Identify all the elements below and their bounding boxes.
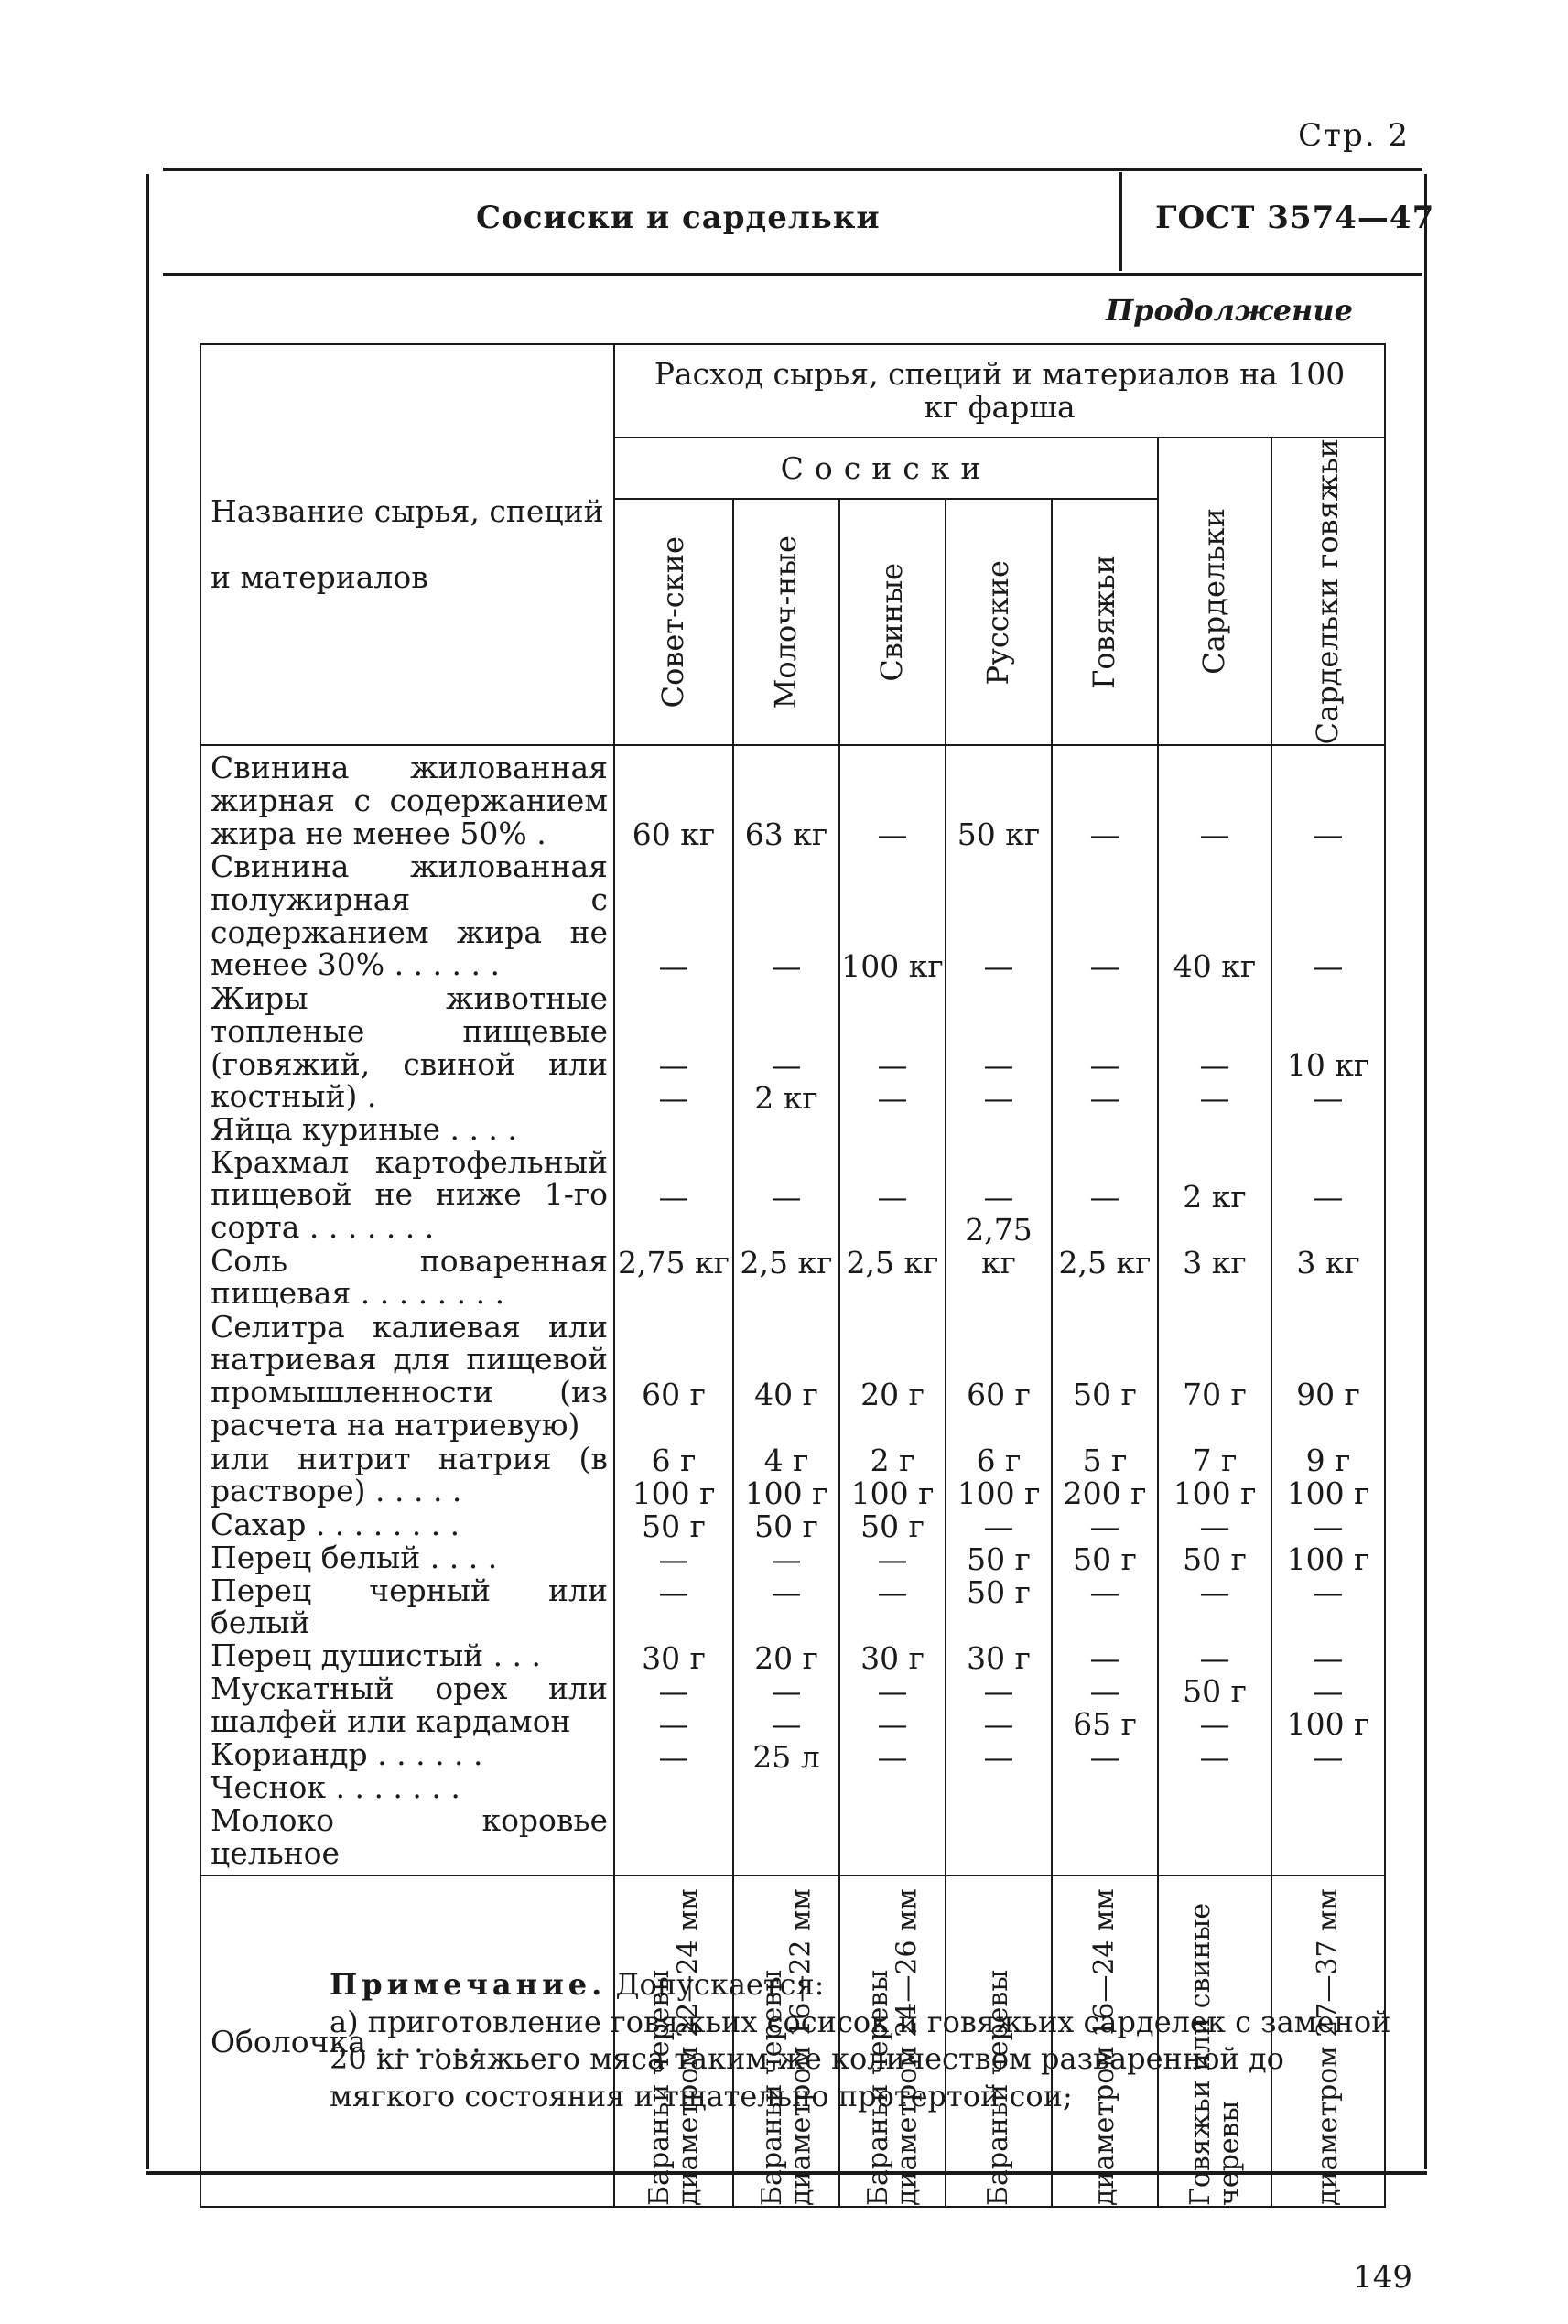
table-cell-value: 100 кг (841, 947, 944, 984)
left-frame (146, 174, 149, 2169)
table-cell-value: — (771, 947, 802, 984)
column-header-sardelki: Сардельки (1158, 438, 1271, 745)
table-cell-value: — (1313, 947, 1344, 984)
values-col-molochnye (733, 745, 839, 1875)
continuation-label: Продолжение (1105, 293, 1353, 328)
table-body (200, 745, 1385, 1875)
table-cell-value: — (1199, 1705, 1230, 1742)
ingredient-name: Перец черный или белый (211, 1572, 608, 1641)
table-cell-value: 25 л (752, 1738, 820, 1775)
table-cell-value: 40 г (754, 1376, 818, 1412)
ingredient-name: Свинина жилованная полужирная с содержанием жира не менее 30% . . . . . . (211, 849, 608, 983)
table-cell-value: 9 г (1305, 1442, 1351, 1478)
shell-value: диаметром 16—24 мм (1052, 1875, 1158, 2207)
table-cell-value: 100 г (744, 1475, 828, 1511)
page-number: 149 (1353, 2259, 1412, 2296)
table-cell-value: 30 г (642, 1639, 706, 1676)
table-cell-value: 2,75 кг (618, 1244, 730, 1281)
table-cell-value: — (658, 1079, 689, 1116)
ingredient-name: Жиры животные топленые пищевые (говяжий, свиной или костный) . (211, 980, 608, 1115)
table-cell-value: 50 г (860, 1508, 925, 1544)
table-cell-value: — (1089, 947, 1120, 984)
ingredient-name: Перец душистый . . . (211, 1638, 542, 1674)
ingredients-table (200, 343, 1386, 2208)
table-cell-value: 60 г (967, 1376, 1031, 1412)
table-cell-value: — (1199, 816, 1230, 852)
table-cell-value: — (983, 1705, 1014, 1742)
table-cell-value: 10 кг (1286, 1046, 1370, 1083)
table-cell-value: — (1199, 1639, 1230, 1676)
table-cell-value: 5 г (1082, 1442, 1128, 1478)
table-cell-value: 90 г (1296, 1376, 1360, 1412)
table-cell-value: 7 г (1192, 1442, 1238, 1478)
table-cell-value: — (658, 1573, 689, 1610)
table-cell-value: — (877, 1738, 908, 1775)
values-col-russkie (946, 745, 1052, 1875)
table-cell-value: — (877, 816, 908, 852)
table-cell-value: — (877, 1705, 908, 1742)
ingredient-name: Молоко коровье цельное (211, 1802, 608, 1871)
table-cell-value: — (1089, 816, 1120, 852)
table-cell-value: 20 г (860, 1376, 925, 1412)
ingredient-name: Перец белый . . . . (211, 1539, 498, 1575)
table-cell-value: — (658, 1046, 689, 1083)
name-column-header: Название сырья, специй и материалов (200, 344, 614, 745)
header-divider (1119, 172, 1122, 271)
table-cell-value: — (1089, 1639, 1120, 1676)
table-cell-value: 200 г (1063, 1475, 1147, 1511)
table-cell-value: — (771, 1178, 802, 1215)
gost-number: ГОСТ 3574—47 (1155, 200, 1435, 236)
table-cell-value: — (771, 1705, 802, 1742)
table-cell-value: — (1313, 1508, 1344, 1544)
table-cell-value: — (1199, 1079, 1230, 1116)
table-cell-value: 100 г (850, 1475, 935, 1511)
ingredient-name: Сахар . . . . . . . . (211, 1506, 460, 1542)
table-cell-value: 60 г (642, 1376, 706, 1412)
table-cell-value: — (658, 1178, 689, 1215)
table-cell-value: 2 кг (754, 1079, 818, 1116)
values-col-svinye (839, 745, 946, 1875)
table-cell-value: 100 г (1173, 1475, 1257, 1511)
values-col-sovetskie (614, 745, 733, 1875)
table-cell-value: 2,5 кг (740, 1244, 833, 1281)
table-cell-value: 30 г (967, 1639, 1031, 1676)
table-cell-value: 2 г (870, 1442, 915, 1478)
table-cell-value: — (877, 1672, 908, 1709)
table-cell-value: — (1089, 1178, 1120, 1215)
table-cell-value: 50 г (754, 1508, 818, 1544)
shell-value: диаметром 27—37 мм (1271, 1875, 1385, 2207)
table-cell-value: 50 г (1183, 1672, 1247, 1709)
column-header-govyazhi: Говяжьи (1052, 499, 1158, 745)
ingredient-name: Чеснок . . . . . . . (211, 1769, 460, 1806)
table-cell-value: — (1089, 1672, 1120, 1709)
table-cell-value: 100 г (1286, 1475, 1370, 1511)
shell-name: Оболочка . . . . . . (200, 1875, 614, 2207)
table-cell-value: 4 г (763, 1442, 809, 1478)
table-cell-value: — (983, 1178, 1014, 1215)
shell-value: Говяжьи или свиные черевы (1158, 1875, 1271, 2207)
table-cell-value: — (771, 1540, 802, 1577)
column-header-sovetskie: Совет-ские (614, 499, 733, 745)
table-cell-value: — (983, 1672, 1014, 1709)
table-cell-value: 100 г (632, 1475, 716, 1511)
table-cell-value: 3 кг (1296, 1244, 1360, 1281)
table-cell-value: 63 кг (744, 816, 828, 852)
table-cell-value: 50 г (1073, 1540, 1137, 1577)
table-cell-value: — (1199, 1508, 1230, 1544)
table-cell-value: — (658, 1738, 689, 1775)
table-cell-value: — (983, 1508, 1014, 1544)
table-cell-value: — (1313, 816, 1344, 852)
values-col-sardelki-govyazhi (1271, 745, 1385, 1875)
ingredient-name: Кориандр . . . . . . (211, 1736, 483, 1773)
table-cell-value: — (658, 1672, 689, 1709)
note-lead: Допускается: (615, 1967, 825, 2002)
table-cell-value: — (1313, 1079, 1344, 1116)
table-cell-value: 50 г (967, 1573, 1031, 1610)
table-cell-value: — (877, 1540, 908, 1577)
ingredient-name: Селитра калиевая или натриевая для пищевой промышленности (из расчета на натриевую) (211, 1308, 608, 1443)
table-cell-value: — (877, 1573, 908, 1610)
table-cell-value: 2,75 кг (965, 1212, 1033, 1281)
header-bottom-rule (163, 273, 1422, 276)
table-cell-value: 6 г (976, 1442, 1022, 1478)
shell-value: Бараньи черевы диаметром 24—26 мм (839, 1875, 946, 2207)
group-header: Расход сырья, специй и материалов на 100 кг фарша (614, 344, 1385, 438)
table-cell-value: — (1089, 1079, 1120, 1116)
table-cell-value: 50 кг (957, 816, 1041, 852)
column-header-molochnye: Молоч-ные (733, 499, 839, 745)
table-cell-value: — (877, 1178, 908, 1215)
table-cell-value: — (1089, 1738, 1120, 1775)
table-cell-value: — (1313, 1178, 1344, 1215)
ingredient-name: Крахмал картофельный пищевой не ниже 1-го сорта . . . . . . . (211, 1143, 608, 1246)
note (330, 1966, 1391, 2115)
column-header-sardelki-govyazhi: Сардельки говяжьи (1271, 438, 1385, 745)
table-cell-value: — (1313, 1639, 1344, 1676)
table-cell-value: — (1089, 1046, 1120, 1083)
table-cell-value: 70 г (1183, 1376, 1247, 1412)
note-heading: Примечание. (330, 1967, 607, 2002)
table-cell-value: — (658, 1540, 689, 1577)
table-cell-value: 30 г (860, 1639, 925, 1676)
table-cell-value: 20 г (754, 1639, 818, 1676)
ingredient-names (200, 745, 614, 1875)
table-cell-value: — (1199, 1046, 1230, 1083)
page-label: Стр. 2 (1298, 117, 1410, 154)
table-cell-value: — (983, 947, 1014, 984)
table-cell-value: — (1313, 1573, 1344, 1610)
table-cell-value: 100 г (1286, 1540, 1370, 1577)
table-cell-value: 2,5 кг (1058, 1244, 1152, 1281)
table-cell-value: — (658, 1705, 689, 1742)
table-cell-value: 6 г (651, 1442, 697, 1478)
table-cell-value: 100 г (957, 1475, 1041, 1511)
table-cell-value: — (877, 1079, 908, 1116)
values-col-sardelki (1158, 745, 1271, 1875)
values-col-govyazhi (1052, 745, 1158, 1875)
table-cell-value: — (1199, 1573, 1230, 1610)
shell-value: Бараньи черевы (946, 1875, 1052, 2207)
note-text: а) приготовление говяжьих сосисок и говяжьих сарделек с заменой 20 кг говяжьего мяса таким же количеством разваренной до мягкого состояния и тщательно протертой сои; (330, 2004, 1391, 2113)
table-cell-value: — (877, 1046, 908, 1083)
table-cell-value: — (983, 1046, 1014, 1083)
table-cell-value: 2 кг (1183, 1178, 1247, 1215)
ingredient-name: Соль поваренная пищевая . . . . . . . . (211, 1242, 608, 1312)
table-cell-value: 2,5 кг (846, 1244, 939, 1281)
ingredient-name: Свинина жилованная жирная с содержанием жира не менее 50% . (211, 750, 608, 851)
table-cell-value: — (1089, 1573, 1120, 1610)
ingredient-name: Мускатный орех или шалфей или кардамон (211, 1670, 608, 1739)
shell-value: Бараньи черевы диаметром 22—24 мм (614, 1875, 733, 2207)
table-cell-value: 50 г (642, 1508, 706, 1544)
table-cell-value: 65 г (1073, 1705, 1137, 1742)
table-cell-value: — (1089, 1508, 1120, 1544)
ingredient-name: Яйца куриные . . . . (211, 1110, 517, 1147)
table-cell-value: — (983, 1079, 1014, 1116)
table-cell-value: 50 г (1183, 1540, 1247, 1577)
table-cell-value: — (658, 947, 689, 984)
subgroup-header-sosiski: Сосиски (614, 438, 1158, 499)
document-title: Сосиски и сардельки (476, 200, 881, 236)
table-cell-value: — (771, 1046, 802, 1083)
shell-value: Бараньи черевы диаметром 16—22 мм (733, 1875, 839, 2207)
table-cell-value: — (1199, 1738, 1230, 1775)
table-cell-value: 60 кг (632, 816, 716, 852)
table-cell-value: 40 кг (1173, 947, 1257, 984)
column-header-russkie: Русские (946, 499, 1052, 745)
table-cell-value: — (1313, 1672, 1344, 1709)
table-cell-value: — (771, 1573, 802, 1610)
top-rule (163, 168, 1422, 171)
ingredient-name: или нитрит натрия (в растворе) . . . . . (211, 1440, 608, 1509)
table-cell-value: 50 г (967, 1540, 1031, 1577)
table-cell-value: — (771, 1672, 802, 1709)
table-cell-value: — (1313, 1738, 1344, 1775)
table-cell-value: 3 кг (1183, 1244, 1247, 1281)
table-cell-value: 50 г (1073, 1376, 1137, 1412)
table-cell-value: — (983, 1738, 1014, 1775)
table-cell-value: 100 г (1286, 1705, 1370, 1742)
right-frame (1424, 174, 1427, 2169)
column-header-svinye: Свиные (839, 499, 946, 745)
